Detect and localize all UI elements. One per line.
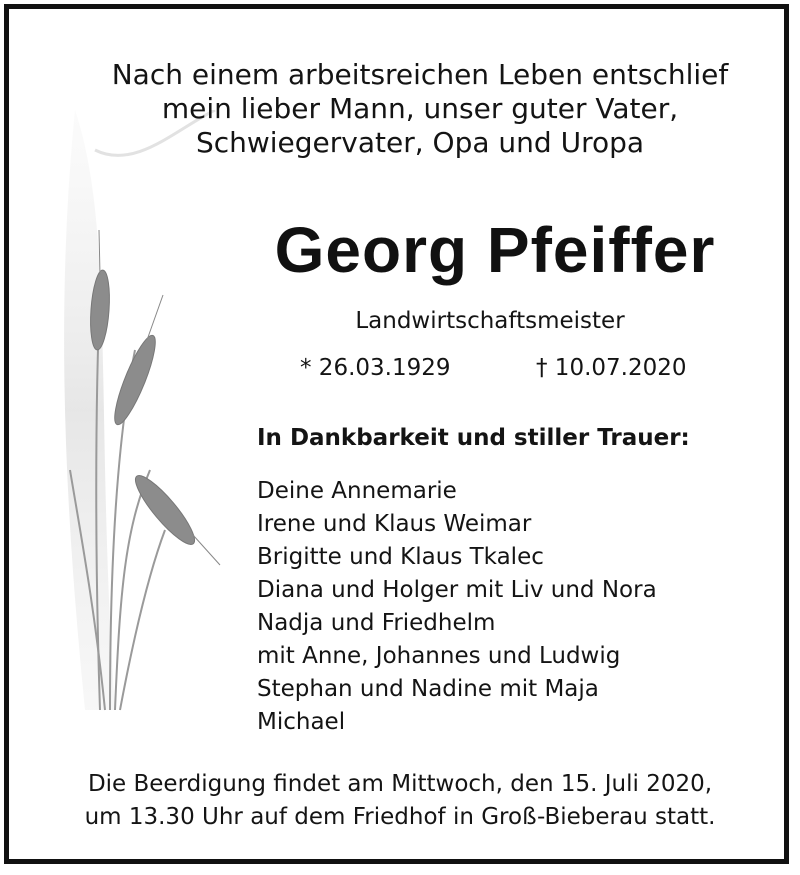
intro-line-3: Schwiegervater, Opa und Uropa (195, 126, 645, 159)
intro-line-1: Nach einem arbeitsreichen Leben entschlief (111, 58, 729, 91)
mourner-item: Deine Annemarie (257, 478, 457, 504)
birth-date: * 26.03.1929 (300, 355, 451, 381)
intro-text (80, 58, 760, 160)
mourner-item: Nadja und Friedhelm (257, 610, 496, 636)
mourner-item: mit Anne, Johannes und Ludwig (257, 643, 621, 669)
funeral-line-2: um 13.30 Uhr auf dem Friedhof in Groß-Bieberau statt. (84, 804, 716, 830)
deceased-name: Georg Pfeiffer (274, 214, 716, 286)
mourner-item: Irene und Klaus Weimar (257, 511, 532, 537)
death-date: † 10.07.2020 (536, 355, 687, 381)
mourners-list (257, 475, 657, 739)
deceased-profession: Landwirtschaftsmeister (355, 308, 625, 334)
funeral-info (30, 768, 770, 834)
mourning-heading: In Dankbarkeit und stiller Trauer: (257, 425, 690, 451)
mourner-item: Diana und Holger mit Liv und Nora (257, 577, 657, 603)
funeral-line-1: Die Beerdigung findet am Mittwoch, den 15. Juli 2020, (87, 771, 713, 797)
mourner-item: Brigitte und Klaus Tkalec (257, 544, 544, 570)
mourner-item: Stephan und Nadine mit Maja (257, 676, 599, 702)
intro-line-2: mein lieber Mann, unser guter Vater, (161, 92, 679, 125)
wheat-ears-icon (55, 110, 225, 730)
mourner-item: Michael (257, 709, 346, 735)
